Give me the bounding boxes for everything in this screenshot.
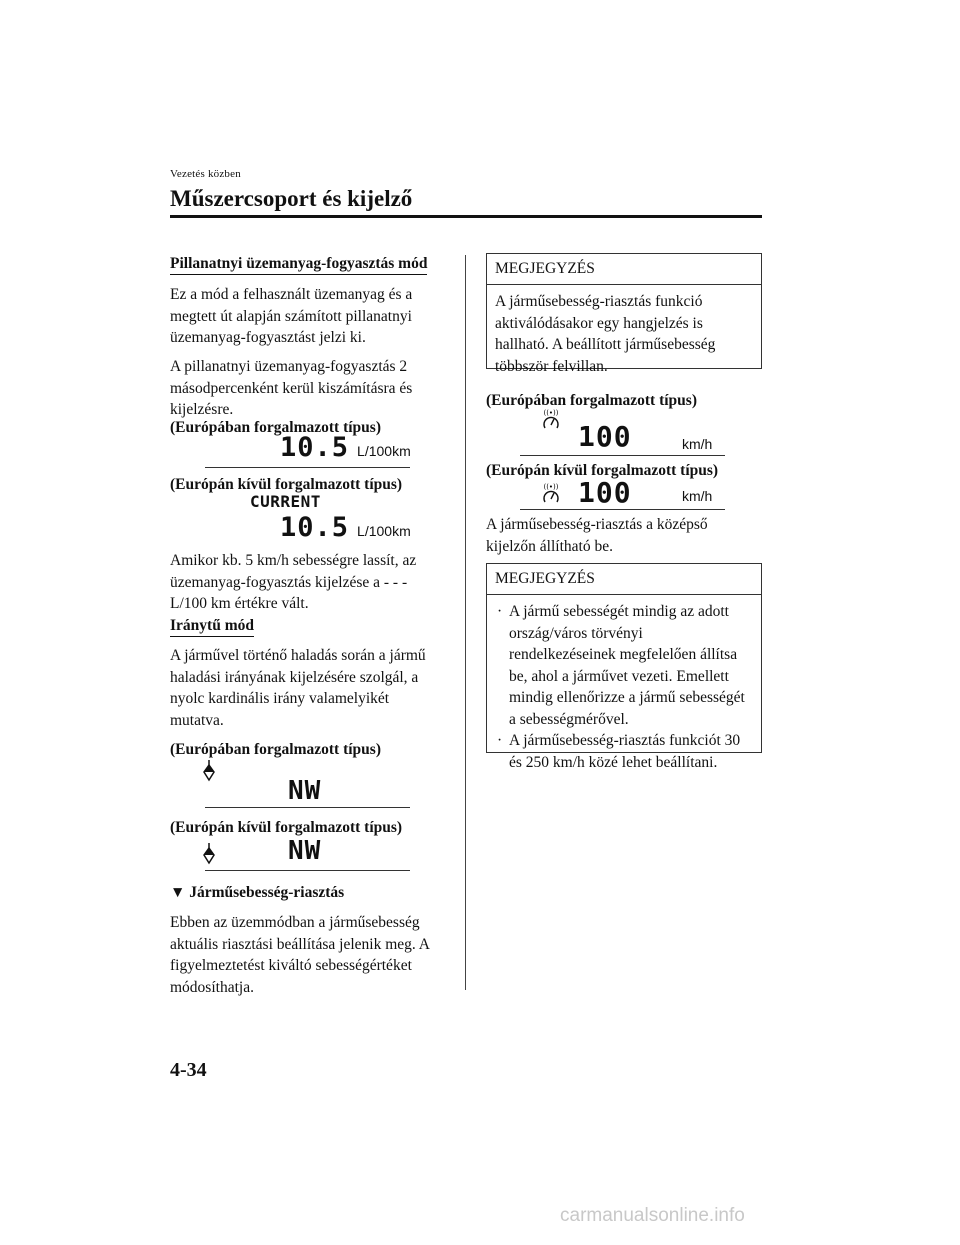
watermark: carmanualsonline.info: [560, 1205, 745, 1226]
speed-unit: km/h: [682, 488, 713, 504]
note-title: MEGJEGYZÉS: [487, 254, 761, 285]
eu-type-label-fuel: (Európában forgalmazott típus): [170, 419, 381, 436]
section-heading-compass: Iránytű mód: [170, 617, 254, 637]
fuel-display-eu: [280, 432, 411, 463]
display-underline: [205, 870, 410, 871]
speed-alarm-paragraph: Ebben az üzemmódban a járműsebesség aktuális riasztási beállítása jelenik meg. A figyelmeztetést kiváltó sebességértéket módosíthatja.: [170, 914, 430, 996]
display-underline: [520, 509, 725, 510]
list-item-text: A járműsebesség-riasztás funkciót 30 és 250 km/h közé lehet beállítani.: [509, 732, 741, 771]
non-eu-type-label-speed: (Európán kívül forgalmazott típus): [486, 462, 719, 479]
bullet-icon: ·: [497, 732, 503, 749]
page-title: Műszercsoport és kijelző: [170, 186, 413, 211]
speed-alarm-heading-wrap: [170, 883, 344, 902]
fuel-unit: L/100km: [357, 523, 411, 539]
compass-diamond-icon: [203, 843, 215, 870]
eu-type-label-compass: (Európában forgalmazott típus): [170, 741, 381, 758]
triangle-down-icon: ▼: [170, 884, 186, 901]
left-column: [170, 255, 438, 273]
fuel-value: 10.5: [280, 432, 350, 463]
fuel-display-non-eu: [280, 512, 411, 543]
fuel-paragraph-1: Ez a mód a felhasznált üzemanyag és a megtett út alapján számított pillanatnyi üzemanyag-fogyasztást jelzi ki.: [170, 286, 413, 346]
speed-alarm-icon: [541, 408, 561, 435]
speed-setting-paragraph: A járműsebesség-riasztás a középső kijelzőn állítható be.: [486, 516, 708, 555]
note-box-2: [486, 563, 762, 771]
speed-display-eu: [578, 420, 632, 453]
compass-paragraph: A járművel történő haladás során a jármű haladási irányának kijelzésére szolgál, a nyolc kardinális irány valamelyikét mutatva.: [170, 647, 426, 729]
list-item: [495, 601, 753, 730]
eu-type-label-speed: (Európában forgalmazott típus): [486, 392, 697, 409]
display-underline: [205, 807, 410, 808]
fuel-paragraph-3: Amikor kb. 5 km/h sebességre lassít, az üzemanyag-fogyasztás kijelzése a - - - L/100 km értékre vált.: [170, 552, 417, 612]
chapter-label: Vezetés közben: [170, 168, 241, 180]
current-label: CURRENT: [250, 492, 321, 511]
speed-unit: km/h: [682, 436, 713, 452]
compass-value-eu: NW: [288, 776, 322, 806]
compass-diamond-icon: [203, 760, 215, 787]
section-heading-fuel: Pillanatnyi üzemanyag-fogyasztás mód: [170, 255, 427, 275]
non-eu-type-label-fuel: (Európán kívül forgalmazott típus): [170, 476, 403, 493]
page-number: 4-34: [170, 1059, 207, 1081]
note-body: A járműsebesség-riasztás funkció aktiválódásakor egy hangjelzés is hallható. A beállított járműsebesség többször felvillan.: [495, 293, 716, 375]
speed-display-non-eu: [578, 476, 632, 509]
column-divider: [465, 255, 466, 990]
bullet-icon: ·: [497, 603, 503, 620]
speed-alarm-icon: [541, 482, 561, 509]
list-item-text: A jármű sebességét mindig az adott ország/város törvényi rendelkezéseinek megfelelően állítsa be, ahol a járművet vezeti. Emellett mindig ellenőrizze a jármű sebességét a sebességmérővel.: [509, 603, 745, 728]
speed-value: 100: [578, 420, 632, 453]
section-heading-speed-alarm: Járműsebesség-riasztás: [189, 884, 345, 901]
display-underline: [205, 467, 410, 468]
list-item: [495, 730, 753, 773]
fuel-value: 10.5: [280, 512, 350, 543]
note-title: MEGJEGYZÉS: [487, 564, 761, 595]
fuel-unit: L/100km: [357, 443, 411, 459]
compass-value-non-eu: NW: [288, 836, 322, 866]
svg-text:((•)): ((•)): [543, 409, 559, 417]
note-body: [487, 595, 761, 779]
fuel-paragraph-2: A pillanatnyi üzemanyag-fogyasztás 2 másodpercenként kerül kiszámításra és kijelzésre.: [170, 358, 413, 418]
title-rule: [170, 215, 762, 218]
svg-text:((•)): ((•)): [543, 483, 559, 491]
display-underline: [520, 455, 725, 456]
non-eu-type-label-compass: (Európán kívül forgalmazott típus): [170, 819, 403, 836]
compass-heading-wrap: [170, 617, 254, 635]
speed-value: 100: [578, 476, 632, 509]
note-box-1: [486, 253, 762, 375]
